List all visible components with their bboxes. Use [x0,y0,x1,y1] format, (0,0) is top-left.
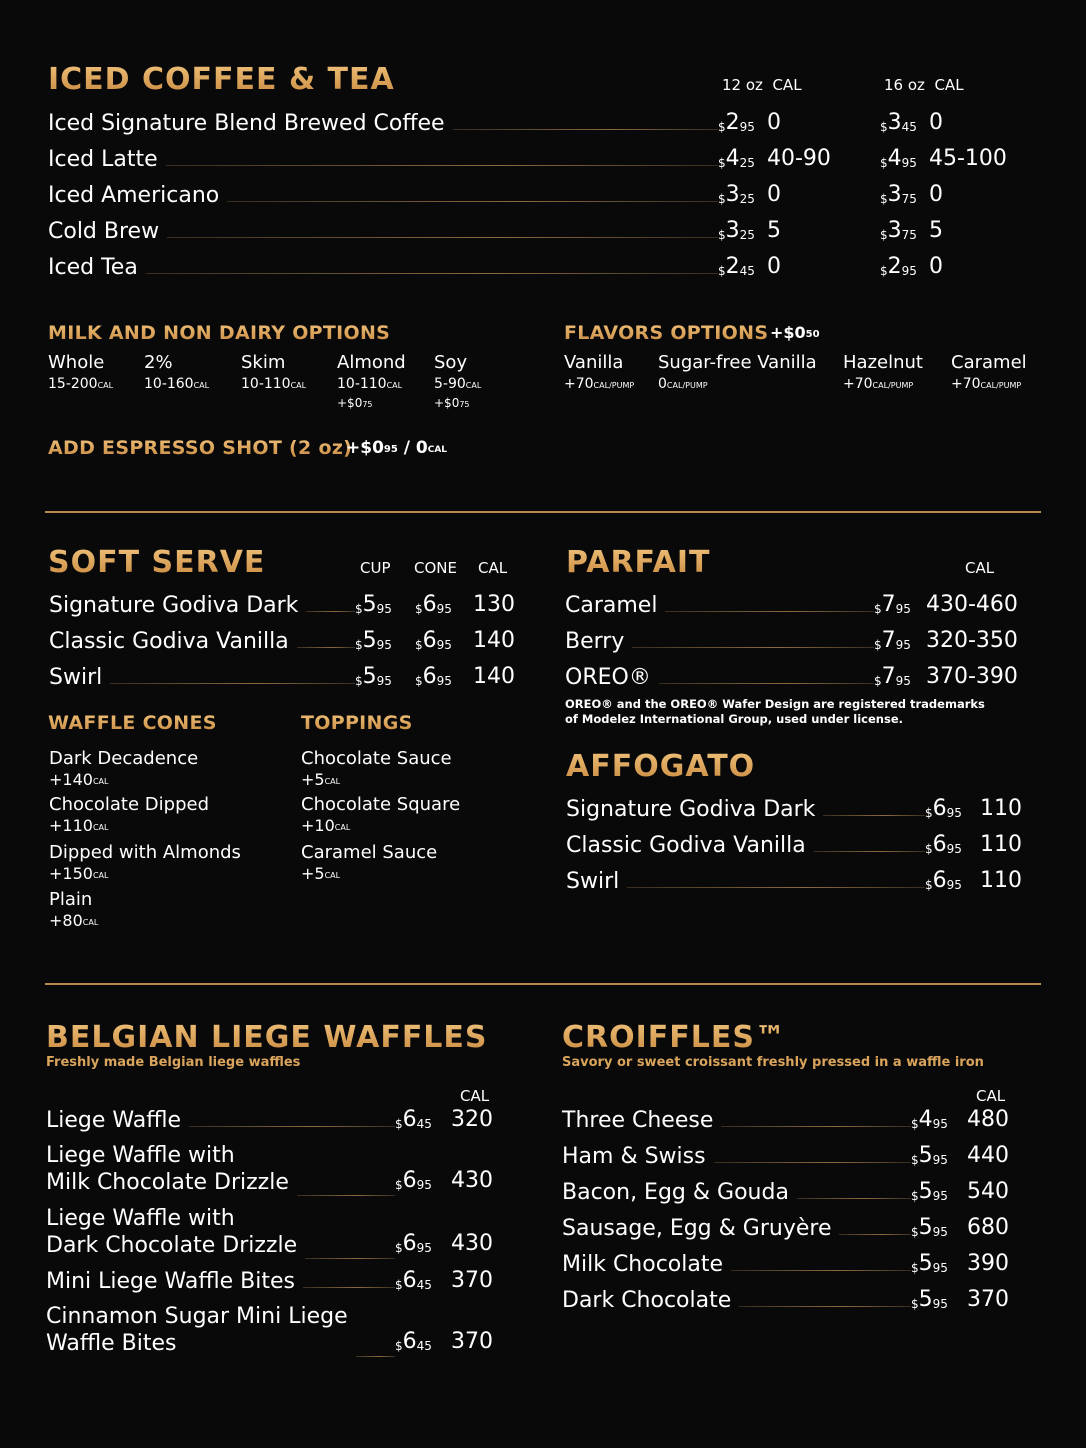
menu-item-row [48,108,718,138]
leader-line [665,611,874,612]
flavors-price: $+\$0^{50}$ [770,323,820,342]
menu-item-name: Signature Godiva Dark [566,796,816,822]
cal-12oz: 0 [767,110,781,135]
croiffle-cal: 540 [967,1179,1009,1204]
menu-item-row [46,1140,395,1196]
cal-16oz: 0 [929,182,943,207]
price-16oz: $^{\$}3^{45}$ [880,110,917,135]
softserve-title: SOFT SERVE [48,545,266,580]
menu-item-name: Liege Waffle [46,1107,182,1133]
price-16oz: $^{\$}3^{75}$ [880,218,917,243]
col-softserve-cal: CAL [478,559,508,577]
price-12oz: $^{\$}4^{25}$ [718,146,755,171]
parfait-cal: 320-350 [926,628,1018,653]
menu-item-row [565,590,874,620]
croiffle-price: $^{\$}5^{95}$ [911,1251,948,1276]
oreo-note-1: OREO® and the OREO® Wafer Design are registered trademarks [565,697,985,711]
cal-16oz: 0 [929,254,943,279]
parfait-price: $^{\$}7^{95}$ [874,664,911,689]
milk-option-cal: $10-160^{CAL}$ [144,376,210,392]
milk-option-name: Soy [434,352,468,373]
leader-line [823,815,925,816]
affogato-price: $^{\$}6^{95}$ [925,796,962,821]
menu-item-row [562,1249,911,1279]
price-cone: $^{\$}6^{95}$ [415,592,452,617]
waffles-subtitle: Freshly made Belgian liege waffles [46,1055,301,1070]
menu-item-row [46,1301,395,1357]
espresso-title: ADD ESPRESSO SHOT (2 oz) [48,437,353,459]
menu-item-row [49,626,355,656]
flavor-option-name: Sugar-free Vanilla [658,352,817,373]
menu-item-name: Iced Americano [48,182,220,208]
price-16oz: $^{\$}3^{75}$ [880,182,917,207]
flavor-option-cal: $+70^{CAL/PUMP}$ [951,376,1022,392]
milk-option-cal: $10-110^{CAL}$ [241,376,307,392]
menu-item-row [562,1141,911,1171]
croiffles-subtitle: Savory or sweet croissant freshly pressed in a waffle iron [562,1055,984,1070]
menu-item-row [566,794,925,824]
milk-option-name: Whole [48,352,105,373]
menu-item-row [46,1266,395,1296]
milk-option-name: Almond [337,352,406,373]
croiffle-price: $^{\$}5^{95}$ [911,1287,948,1312]
parfait-cal: 430-460 [926,592,1018,617]
menu-item-row [565,662,874,692]
cone-item: Chocolate Dipped $+110^{CAL}$ [49,794,209,835]
menu-item-name: Berry [565,628,625,654]
topping-item: Chocolate Square $+10^{CAL}$ [301,794,461,835]
price-12oz: $^{\$}3^{25}$ [718,218,755,243]
waffle-cal: 370 [451,1329,493,1354]
cal-16oz: 45-100 [929,146,1007,171]
menu-item-name: Liege Waffle with Milk Chocolate Drizzle [46,1143,289,1195]
leader-line [714,1162,911,1163]
price-12oz: $^{\$}2^{45}$ [718,254,755,279]
croiffle-cal: 480 [967,1107,1009,1132]
croiffle-price: $^{\$}5^{95}$ [911,1215,948,1240]
menu-item-name: Iced Signature Blend Brewed Coffee [48,110,445,136]
leader-line [356,1356,395,1357]
divider-2 [45,983,1041,985]
menu-item-row [566,866,925,896]
flavor-option-cal: $+70^{CAL/PUMP}$ [843,376,914,392]
leader-line [797,1198,911,1199]
menu-item-row [48,144,718,174]
waffle-price: $^{\$}6^{95}$ [395,1168,432,1193]
cal-12oz: 40-90 [767,146,831,171]
leader-line [306,611,355,612]
menu-item-name: Signature Godiva Dark [49,592,299,618]
cone-item: Plain $+80^{CAL}$ [49,889,99,930]
price-12oz: $^{\$}2^{95}$ [718,110,755,135]
parfait-price: $^{\$}7^{95}$ [874,628,911,653]
croiffle-cal: 370 [967,1287,1009,1312]
flavor-option-name: Caramel [951,352,1027,373]
menu-item-name: Swirl [566,868,620,894]
affogato-cal: 110 [980,796,1022,821]
menu-item-row [566,830,925,860]
leader-line [305,1258,395,1259]
croiffle-price: $^{\$}5^{95}$ [911,1143,948,1168]
menu-item-name: Cold Brew [48,218,160,244]
softserve-cal: 130 [473,592,515,617]
price-16oz: $^{\$}4^{95}$ [880,146,917,171]
col-parfait-cal: CAL [965,559,995,577]
menu-item-name: Classic Godiva Vanilla [49,628,289,654]
menu-item-name: OREO® [565,664,651,690]
menu-item-row [562,1285,911,1315]
flavor-option-name: Hazelnut [843,352,923,373]
affogato-title: AFFOGATO [566,749,756,784]
leader-line [166,165,718,166]
parfait-title: PARFAIT [566,545,711,580]
menu-item-name: Three Cheese [562,1107,714,1133]
leader-line [632,647,874,648]
leader-line [453,129,718,130]
cal-16oz: 5 [929,218,943,243]
cone-item: Dipped with Almonds $+150^{CAL}$ [49,842,241,883]
menu-item-name: Ham & Swiss [562,1143,706,1169]
cal-12oz: 0 [767,254,781,279]
menu-item-row [562,1105,911,1135]
leader-line [189,1126,395,1127]
milk-option-cal: $5-90^{CAL}$ [434,376,482,392]
affogato-cal: 110 [980,832,1022,857]
menu-item-name: Bacon, Egg & Gouda [562,1179,789,1205]
croiffle-price: $^{\$}4^{95}$ [911,1107,948,1132]
croiffle-cal: 680 [967,1215,1009,1240]
flavors-section-title: FLAVORS OPTIONS [564,322,769,344]
affogato-price: $^{\$}6^{95}$ [925,868,962,893]
menu-item-row [48,180,718,210]
menu-item-row [565,626,874,656]
menu-item-row [49,662,355,692]
parfait-cal: 370-390 [926,664,1018,689]
softserve-cal: 140 [473,628,515,653]
espresso-price: $+\$0^{95} / 0^{CAL}$ [346,438,448,458]
leader-line [297,1195,395,1196]
topping-item: Caramel Sauce $+5^{CAL}$ [301,842,438,883]
menu-item-name: Caramel [565,592,658,618]
col-12oz: 12 oz CAL [722,76,802,94]
milk-option-cal: $10-110^{CAL}$ [337,376,403,392]
croiffle-cal: 440 [967,1143,1009,1168]
menu-item-row [49,590,355,620]
milk-option-upcharge: $+\$0^{75}$ [434,396,470,410]
parfait-price: $^{\$}7^{95}$ [874,592,911,617]
cal-12oz: 5 [767,218,781,243]
waffle-cal: 430 [451,1231,493,1256]
col-croiffles-cal: CAL [976,1087,1006,1105]
menu-item-name: Mini Liege Waffle Bites [46,1268,295,1294]
waffle-cal: 370 [451,1268,493,1293]
menu-item-row [48,252,718,282]
oreo-note-2: of Modelez International Group, used under license. [565,712,903,726]
menu-item-row [46,1203,395,1259]
topping-item: Chocolate Sauce $+5^{CAL}$ [301,748,452,789]
milk-option-cal: $15-200^{CAL}$ [48,376,114,392]
menu-item-name: Sausage, Egg & Gruyère [562,1215,832,1241]
price-12oz: $^{\$}3^{25}$ [718,182,755,207]
softserve-cal: 140 [473,664,515,689]
waffle-price: $^{\$}6^{45}$ [395,1329,432,1354]
price-16oz: $^{\$}2^{95}$ [880,254,917,279]
price-cone: $^{\$}6^{95}$ [415,628,452,653]
menu-item-row [46,1105,395,1135]
milk-option-name: 2% [144,352,173,373]
cal-12oz: 0 [767,182,781,207]
flavor-option-cal: $0^{CAL/PUMP}$ [658,376,708,392]
divider-1 [45,511,1041,513]
waffle-cal: 320 [451,1107,493,1132]
cal-16oz: 0 [929,110,943,135]
leader-line [814,851,925,852]
cones-title: WAFFLE CONES [48,712,217,734]
col-cone: CONE [414,559,457,577]
leader-line [297,647,355,648]
croiffle-cal: 390 [967,1251,1009,1276]
price-cup: $^{\$}5^{95}$ [355,664,392,689]
croiffles-title: CROIFFLES™ [562,1020,786,1055]
iced-section-title: ICED COFFEE & TEA [48,62,395,97]
menu-item-name: Liege Waffle with Dark Chocolate Drizzle [46,1206,298,1258]
price-cup: $^{\$}5^{95}$ [355,592,392,617]
leader-line [659,683,874,684]
col-waffles-cal: CAL [460,1087,490,1105]
menu-item-name: Dark Chocolate [562,1287,732,1313]
col-cup: CUP [360,559,391,577]
affogato-cal: 110 [980,868,1022,893]
menu-item-name: Classic Godiva Vanilla [566,832,806,858]
waffle-price: $^{\$}6^{45}$ [395,1268,432,1293]
cone-item: Dark Decadence $+140^{CAL}$ [49,748,199,789]
leader-line [731,1270,911,1271]
menu-item-name: Cinnamon Sugar Mini Liege Waffle Bites [46,1304,348,1356]
price-cone: $^{\$}6^{95}$ [415,664,452,689]
waffle-price: $^{\$}6^{95}$ [395,1231,432,1256]
waffles-title: BELGIAN LIEGE WAFFLES [46,1020,488,1055]
menu-item-name: Swirl [49,664,103,690]
flavor-option-cal: $+70^{CAL/PUMP}$ [564,376,635,392]
milk-section-title: MILK AND NON DAIRY OPTIONS [48,322,391,344]
leader-line [167,237,718,238]
leader-line [110,683,355,684]
leader-line [839,1234,911,1235]
waffle-cal: 430 [451,1168,493,1193]
leader-line [721,1126,911,1127]
leader-line [303,1287,395,1288]
flavor-option-name: Vanilla [564,352,624,373]
leader-line [627,887,925,888]
menu-item-name: Milk Chocolate [562,1251,724,1277]
price-cup: $^{\$}5^{95}$ [355,628,392,653]
leader-line [227,201,718,202]
milk-option-name: Skim [241,352,286,373]
menu-item-row [562,1213,911,1243]
affogato-price: $^{\$}6^{95}$ [925,832,962,857]
leader-line [739,1306,911,1307]
croiffle-price: $^{\$}5^{95}$ [911,1179,948,1204]
menu-item-name: Iced Tea [48,254,138,280]
menu-item-row [562,1177,911,1207]
menu-item-row [48,216,718,246]
leader-line [146,273,718,274]
col-16oz: 16 oz CAL [884,76,964,94]
toppings-title: TOPPINGS [301,712,413,734]
menu-item-name: Iced Latte [48,146,158,172]
milk-option-upcharge: $+\$0^{75}$ [337,396,373,410]
waffle-price: $^{\$}6^{45}$ [395,1107,432,1132]
